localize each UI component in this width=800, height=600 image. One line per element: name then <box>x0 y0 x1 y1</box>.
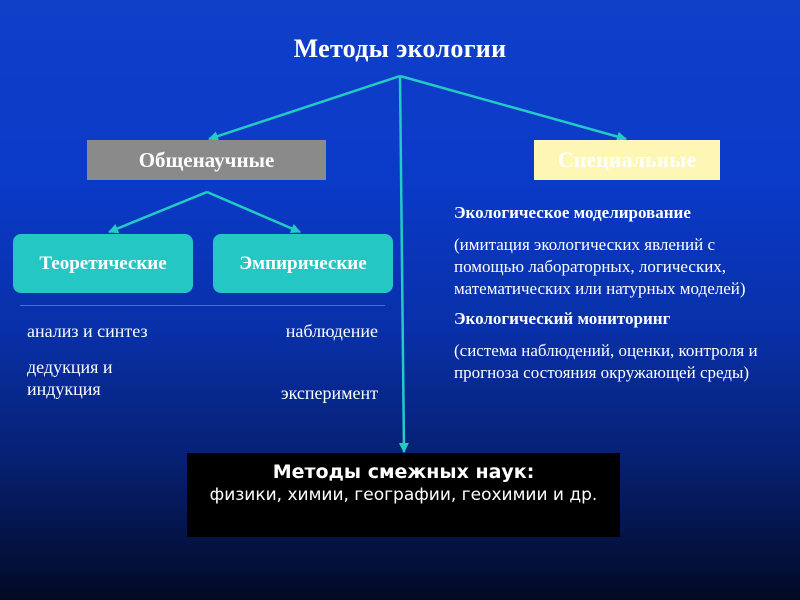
related-sciences-box <box>187 453 620 537</box>
empirical-item: эксперимент <box>280 383 378 403</box>
special-methods-list <box>454 202 772 384</box>
related-sciences-text: физики, химии, географии, геохимии и др. <box>209 485 598 505</box>
modeling-title: Экологическое моделирование <box>454 203 691 222</box>
arrow-to-theoretical <box>109 192 207 232</box>
diagram-title: Методы экологии <box>293 34 507 63</box>
monitoring-title: Экологический мониторинг <box>454 309 671 328</box>
modeling-description: (имитация экологических явлений с помощью лабораторных, логических, математических или натурных моделей) <box>454 235 746 298</box>
monitoring-description: (система наблюдений, оценки, контроля и прогноза состояния окружающей среды) <box>454 341 758 382</box>
arrow-to-empirical <box>207 192 300 232</box>
related-sciences-title: Методы смежных наук: <box>272 461 535 483</box>
empirical-methods-box: Эмпирические <box>213 234 393 293</box>
theoretical-methods-box: Теоретические <box>13 234 193 293</box>
empirical-item: наблюдение <box>285 321 378 341</box>
special-methods-box: Специальные <box>534 140 720 180</box>
arrow-to-related <box>400 76 404 452</box>
arrow-to-special <box>400 76 626 139</box>
theoretical-item: анализ и синтез <box>27 321 148 341</box>
divider-line <box>20 305 385 306</box>
theoretical-item: дедукция и индукция <box>27 357 113 399</box>
general-methods-box: Общенаучные <box>87 140 326 180</box>
arrow-to-general <box>209 76 400 139</box>
